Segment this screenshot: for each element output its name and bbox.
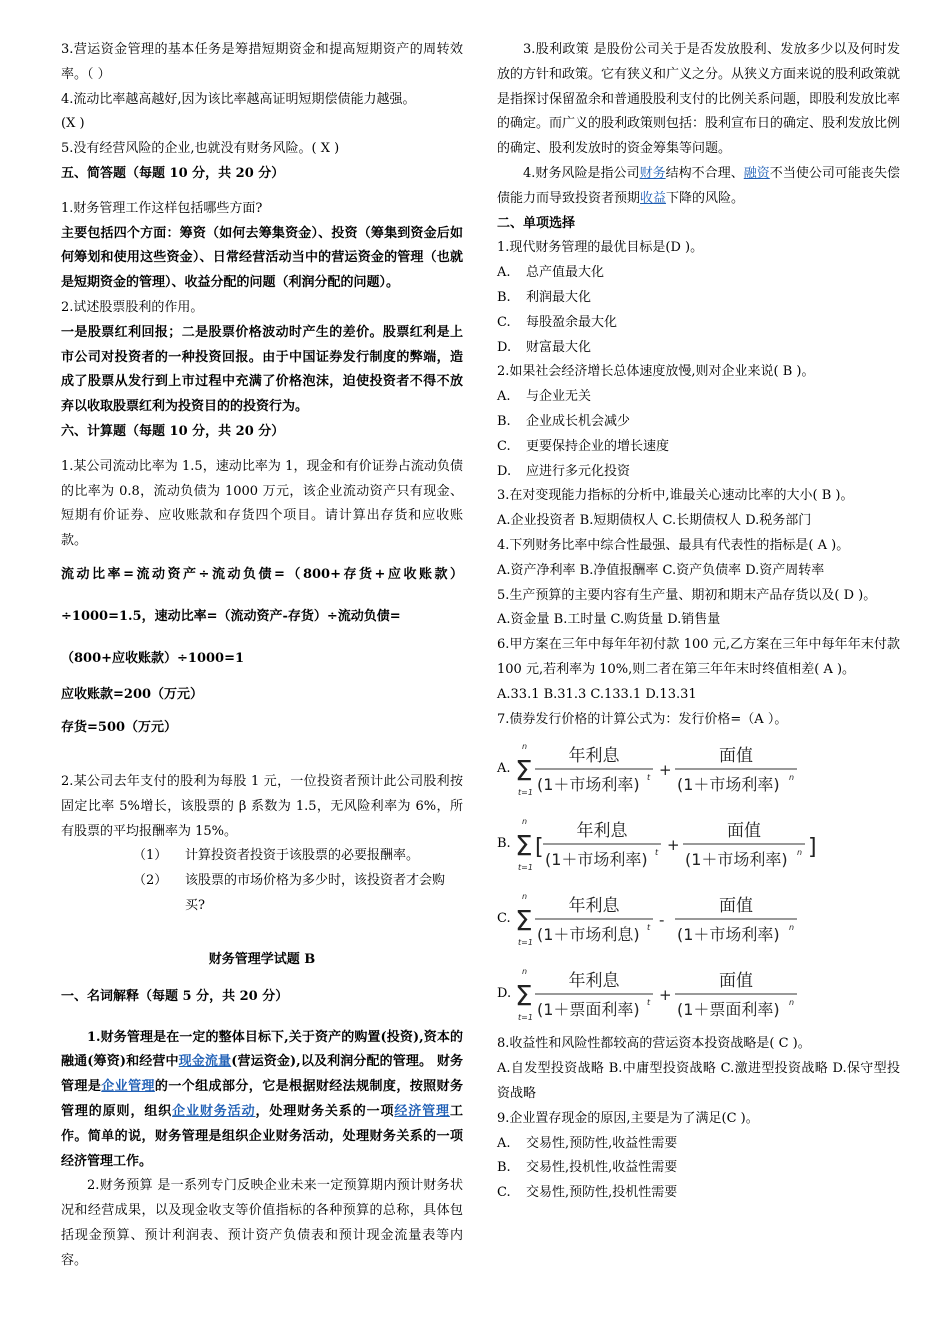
choice-question-7: 7.债券发行价格的计算公式为：发行价格=（A ）。 bbox=[497, 711, 788, 727]
choice-question-1: 1.现代财务管理的最优目标是(D )。 bbox=[497, 240, 704, 256]
calculation-question-2: 2.某公司去年支付的股利为每股 1 元，一位投资者预计此公司股利按固定比率 5%增长，该股票的 β 系数为 1.5，无风险利率为 6%，所有股票的平均报酬率为 15%。 bbox=[61, 773, 463, 839]
exponent-t: t bbox=[647, 997, 651, 1007]
exponent-t: t bbox=[655, 847, 659, 857]
subitem-text: 该股票的市场价格为多少时，该投资者才会购买? bbox=[185, 873, 446, 913]
summation-symbol: Σ bbox=[515, 978, 533, 1012]
bond-price-formula bbox=[513, 810, 817, 880]
option-letter: A. bbox=[497, 1135, 511, 1151]
denominator-2: (1＋市场利率) bbox=[685, 849, 788, 869]
operator: + bbox=[659, 985, 672, 1004]
denominator-1: (1＋市场利率) bbox=[537, 774, 640, 794]
calculation-answer-line-2: （800+应收账款）÷1000=1 bbox=[61, 650, 245, 666]
denominator-2: (1＋市场利率) bbox=[677, 924, 780, 944]
operator: + bbox=[659, 760, 672, 779]
short-answer-question-2: 2.试述股票股利的作用。 bbox=[61, 299, 204, 315]
choice-option bbox=[497, 1181, 900, 1206]
option-letter: D. bbox=[497, 339, 512, 355]
tf-question-4: 4.流动比率越高越好,因为该比率越高证明短期偿债能力越强。 bbox=[61, 91, 416, 107]
section-heading-definitions: 一、名词解释（每题 5 分，共 20 分） bbox=[61, 988, 289, 1004]
section-heading-single-choice: 二、单项选择 bbox=[497, 215, 576, 231]
denominator-2: (1＋市场利率) bbox=[677, 774, 780, 794]
bond-price-formula bbox=[513, 885, 813, 955]
operator: - bbox=[659, 910, 665, 929]
bond-price-formula bbox=[513, 960, 813, 1030]
denominator-1: (1＋市场利息) bbox=[537, 924, 640, 944]
definition-4: 4.财务风险是指公司财务结构不合理、融资不当使公司可能丧失偿债能力而导致投资者预期收益下降的风险。 bbox=[497, 165, 900, 206]
choice-question-7-formulas bbox=[497, 732, 900, 1032]
choice-option bbox=[497, 1156, 900, 1181]
choice-question-5-options: A.资金量 B.工时量 C.购货量 D.销售量 bbox=[497, 612, 721, 628]
option-text: 交易性,投机性,收益性需要 bbox=[526, 1160, 678, 1176]
choice-question-9-options bbox=[497, 1132, 900, 1206]
definition-1: 1.财务管理是在一定的整体目标下,关于资产的购置(投资),资本的融通(筹资)和经营中现金流量(营运资金),以及利润分配的管理。 财务管理是企业管理的一个组成部分，它是根据财经法规制度，按照财务管理的原则，组织企业财务活动，处理财务关系的一项经济管理工作。简单的说，财务管理是组织企业财务活动，处理财务关系的一项经济管理工作。 bbox=[61, 1029, 463, 1169]
choice-question-1-options bbox=[497, 261, 900, 360]
formula-letter: B. bbox=[497, 836, 511, 852]
left-column bbox=[61, 38, 463, 1273]
denominator-2: (1＋票面利率) bbox=[677, 999, 780, 1019]
option-letter: C. bbox=[497, 1185, 511, 1201]
choice-option bbox=[497, 286, 900, 311]
choice-question-8-options: A.自发型投资战略 B.中庸型投资战略 C.激进型投资战略 D.保守型投资战略 bbox=[497, 1061, 900, 1101]
choice-question-3: 3.在对变现能力指标的分析中,谁最关心速动比率的大小( B )。 bbox=[497, 488, 854, 504]
choice-question-8: 8.收益性和风险性都较高的营运资本投资战略是( C )。 bbox=[497, 1036, 811, 1052]
exponent-n: n bbox=[789, 997, 795, 1007]
option-text: 财富最大化 bbox=[526, 339, 592, 355]
bond-price-formula bbox=[513, 735, 813, 805]
subitem-number: （2） bbox=[133, 873, 168, 889]
numerator-1: 年利息 bbox=[568, 970, 620, 991]
option-text: 企业成长机会减少 bbox=[526, 413, 631, 429]
summation-symbol: Σ bbox=[515, 753, 533, 787]
option-text: 与企业无关 bbox=[526, 389, 592, 405]
exam-title-b: 财务管理学试题 B bbox=[208, 951, 316, 967]
calculation-answer-line-3: 应收账款=200（万元） bbox=[61, 686, 204, 702]
bracket-close: ] bbox=[808, 834, 817, 860]
choice-option bbox=[497, 311, 900, 336]
formula-letter: A. bbox=[497, 761, 511, 777]
link-economic-management[interactable]: 经济管理 bbox=[394, 1103, 450, 1119]
calculation-answer-line-1: 流动比率=流动资产÷流动负债=（800+存货+应收账款）÷1000=1.5，速动比率=（流动资产-存货）÷流动负债= bbox=[61, 566, 463, 624]
option-letter: C. bbox=[497, 314, 511, 330]
summation-symbol: Σ bbox=[515, 903, 533, 937]
option-letter: C. bbox=[497, 438, 511, 454]
formula-option bbox=[497, 882, 900, 957]
numerator-1: 年利息 bbox=[576, 820, 628, 841]
operator: + bbox=[667, 835, 680, 854]
summation-lower-t: t=1 bbox=[518, 787, 533, 797]
numerator-1: 年利息 bbox=[568, 745, 620, 766]
section-heading-short-answer: 五、简答题（每题 10 分，共 20 分） bbox=[61, 165, 285, 181]
choice-question-6: 6.甲方案在三年中每年年初付款 100 元,乙方案在三年中每年年末付款 100 元,若利率为 10%,则二者在第三年年末时终值相差( A )。 bbox=[497, 637, 900, 677]
formula-letter: C. bbox=[497, 911, 511, 927]
link-enterprise-financial-activity[interactable]: 企业财务活动 bbox=[172, 1103, 256, 1119]
option-letter: B. bbox=[497, 289, 511, 305]
definition-2: 2.财务预算 是一系列专门反映企业未来一定预算期内预计财务状况和经营成果，以及现金收支等价值指标的各种预算的总称，具体包括现金预算、预计利润表、预计资产负债表和预计现金流量表等内容。 bbox=[61, 1178, 463, 1268]
option-letter: B. bbox=[497, 1160, 511, 1176]
option-letter: A. bbox=[497, 265, 511, 281]
denominator-1: (1＋市场利率) bbox=[545, 849, 648, 869]
option-text: 更要保持企业的增长速度 bbox=[526, 438, 670, 454]
choice-option bbox=[497, 385, 900, 410]
option-text: 总产值最大化 bbox=[526, 265, 605, 281]
option-text: 每股盈余最大化 bbox=[526, 314, 618, 330]
choice-option bbox=[497, 1132, 900, 1157]
tf-question-4-answer: (X ) bbox=[61, 116, 85, 132]
link-enterprise-management[interactable]: 企业管理 bbox=[101, 1079, 155, 1095]
option-letter: D. bbox=[497, 463, 512, 479]
choice-question-2: 2.如果社会经济增长总体速度放慢,则对企业来说( B )。 bbox=[497, 364, 815, 380]
numerator-2: 面值 bbox=[727, 820, 761, 841]
choice-question-3-options: A.企业投资者 B.短期债权人 C.长期债权人 D.税务部门 bbox=[497, 513, 812, 529]
section-heading-calculation: 六、计算题（每题 10 分，共 20 分） bbox=[61, 423, 285, 439]
formula-option bbox=[497, 957, 900, 1032]
exponent-n: n bbox=[789, 772, 795, 782]
choice-option bbox=[497, 410, 900, 435]
choice-question-4-options: A.资产净利率 B.净值报酬率 C.资产负债率 D.资产周转率 bbox=[497, 562, 825, 578]
numerator-1: 年利息 bbox=[568, 895, 620, 916]
choice-option bbox=[497, 460, 900, 485]
numerator-2: 面值 bbox=[719, 895, 753, 916]
denominator-1: (1＋票面利率) bbox=[537, 999, 640, 1019]
short-answer-answer-2: 一是股票红利回报；二是股票价格波动时产生的差价。股票红利是上市公司对投资者的一种投资回报。由于中国证券发行制度的弊端，造成了股票从发行到上市过程中充满了价格泡沫，迫使投资者不得不放弃以收取股票红利为投资目的的投资行为。 bbox=[61, 324, 463, 415]
calculation-subitem-2 bbox=[61, 869, 463, 919]
choice-question-4: 4.下列财务比率中综合性最强、最具有代表性的指标是( A )。 bbox=[497, 537, 850, 553]
short-answer-question-1: 1.财务管理工作这样包括哪些方面? bbox=[61, 200, 263, 216]
option-letter: B. bbox=[497, 413, 511, 429]
tf-question-5: 5.没有经营风险的企业,也就没有财务风险。( X ) bbox=[61, 141, 340, 157]
summation-lower-t: t=1 bbox=[518, 937, 533, 947]
exponent-n: n bbox=[797, 847, 803, 857]
subitem-text: 计算投资者投资于该股票的必要报酬率。 bbox=[185, 848, 420, 864]
numerator-2: 面值 bbox=[719, 970, 753, 991]
option-text: 交易性,预防性,收益性需要 bbox=[526, 1135, 678, 1151]
choice-question-2-options bbox=[497, 385, 900, 484]
right-column bbox=[497, 38, 900, 1206]
choice-option bbox=[497, 261, 900, 286]
numerator-2: 面值 bbox=[719, 745, 753, 766]
choice-option bbox=[497, 435, 900, 460]
choice-question-5: 5.生产预算的主要内容有生产量、期初和期末产品存货以及( D )。 bbox=[497, 587, 877, 603]
option-letter: A. bbox=[497, 389, 511, 405]
exponent-n: n bbox=[789, 922, 795, 932]
calculation-answer-line-4: 存货=500（万元） bbox=[61, 719, 178, 735]
bracket-open: [ bbox=[535, 834, 544, 860]
choice-option bbox=[497, 336, 900, 361]
summation-upper-n: n bbox=[522, 891, 528, 901]
calculation-question-1: 1.某公司流动比率为 1.5，速动比率为 1，现金和有价证券占流动负债的比率为 0.8，流动负债为 1000 万元，该企业流动资产只有现金、短期有价证券、应收账款和存货四个项目。请计算出存货和应收账款。 bbox=[61, 458, 463, 549]
choice-question-9: 9.企业置存现金的原因,主要是为了满足(C )。 bbox=[497, 1110, 759, 1126]
summation-upper-n: n bbox=[522, 966, 528, 976]
option-text: 利润最大化 bbox=[526, 289, 592, 305]
summation-upper-n: n bbox=[522, 816, 528, 826]
summation-upper-n: n bbox=[522, 741, 528, 751]
exponent-t: t bbox=[647, 922, 651, 932]
formula-letter: D. bbox=[497, 986, 512, 1002]
formula-option bbox=[497, 807, 900, 882]
definition-3: 3.股利政策 是股份公司关于是否发放股利、发放多少以及何时发放的方针和政策。它有狭义和广义之分。从狭义方面来说的股利政策就是指探讨保留盈余和普通股股利支付的比例关系问题，即股利发放比率的确定。而广义的股利政策则包括：股利宣布日的确定、股利发放比例的确定、股利发放时的资金筹集等问题。 bbox=[497, 42, 901, 157]
exponent-t: t bbox=[647, 772, 651, 782]
summation-symbol: Σ bbox=[515, 828, 533, 862]
link-financing[interactable]: 融资 bbox=[743, 165, 770, 181]
formula-option bbox=[497, 732, 900, 807]
link-finance[interactable]: 财务 bbox=[639, 165, 666, 181]
calculation-subitem-1 bbox=[61, 844, 463, 869]
summation-lower-t: t=1 bbox=[518, 862, 533, 872]
summation-lower-t: t=1 bbox=[518, 1012, 533, 1022]
subitem-number: （1） bbox=[133, 848, 168, 864]
link-income[interactable]: 收益 bbox=[640, 190, 667, 206]
short-answer-answer-1: 主要包括四个方面：筹资（如何去筹集资金）、投资（筹集到资金后如何筹划和使用这些资金）、日常经营活动当中的营运资金的管理（也就是短期资金的管理）、收益分配的问题（利润分配的问题）。 bbox=[61, 225, 463, 291]
tf-question-3: 3.营运资金管理的基本任务是筹措短期资金和提高短期资产的周转效率。（ ） bbox=[61, 42, 463, 82]
link-cash-flow[interactable]: 现金流量 bbox=[178, 1054, 232, 1070]
choice-question-6-options: A.33.1 B.31.3 C.133.1 D.13.31 bbox=[497, 686, 697, 702]
option-text: 应进行多元化投资 bbox=[526, 463, 631, 479]
option-text: 交易性,预防性,投机性需要 bbox=[526, 1185, 678, 1201]
